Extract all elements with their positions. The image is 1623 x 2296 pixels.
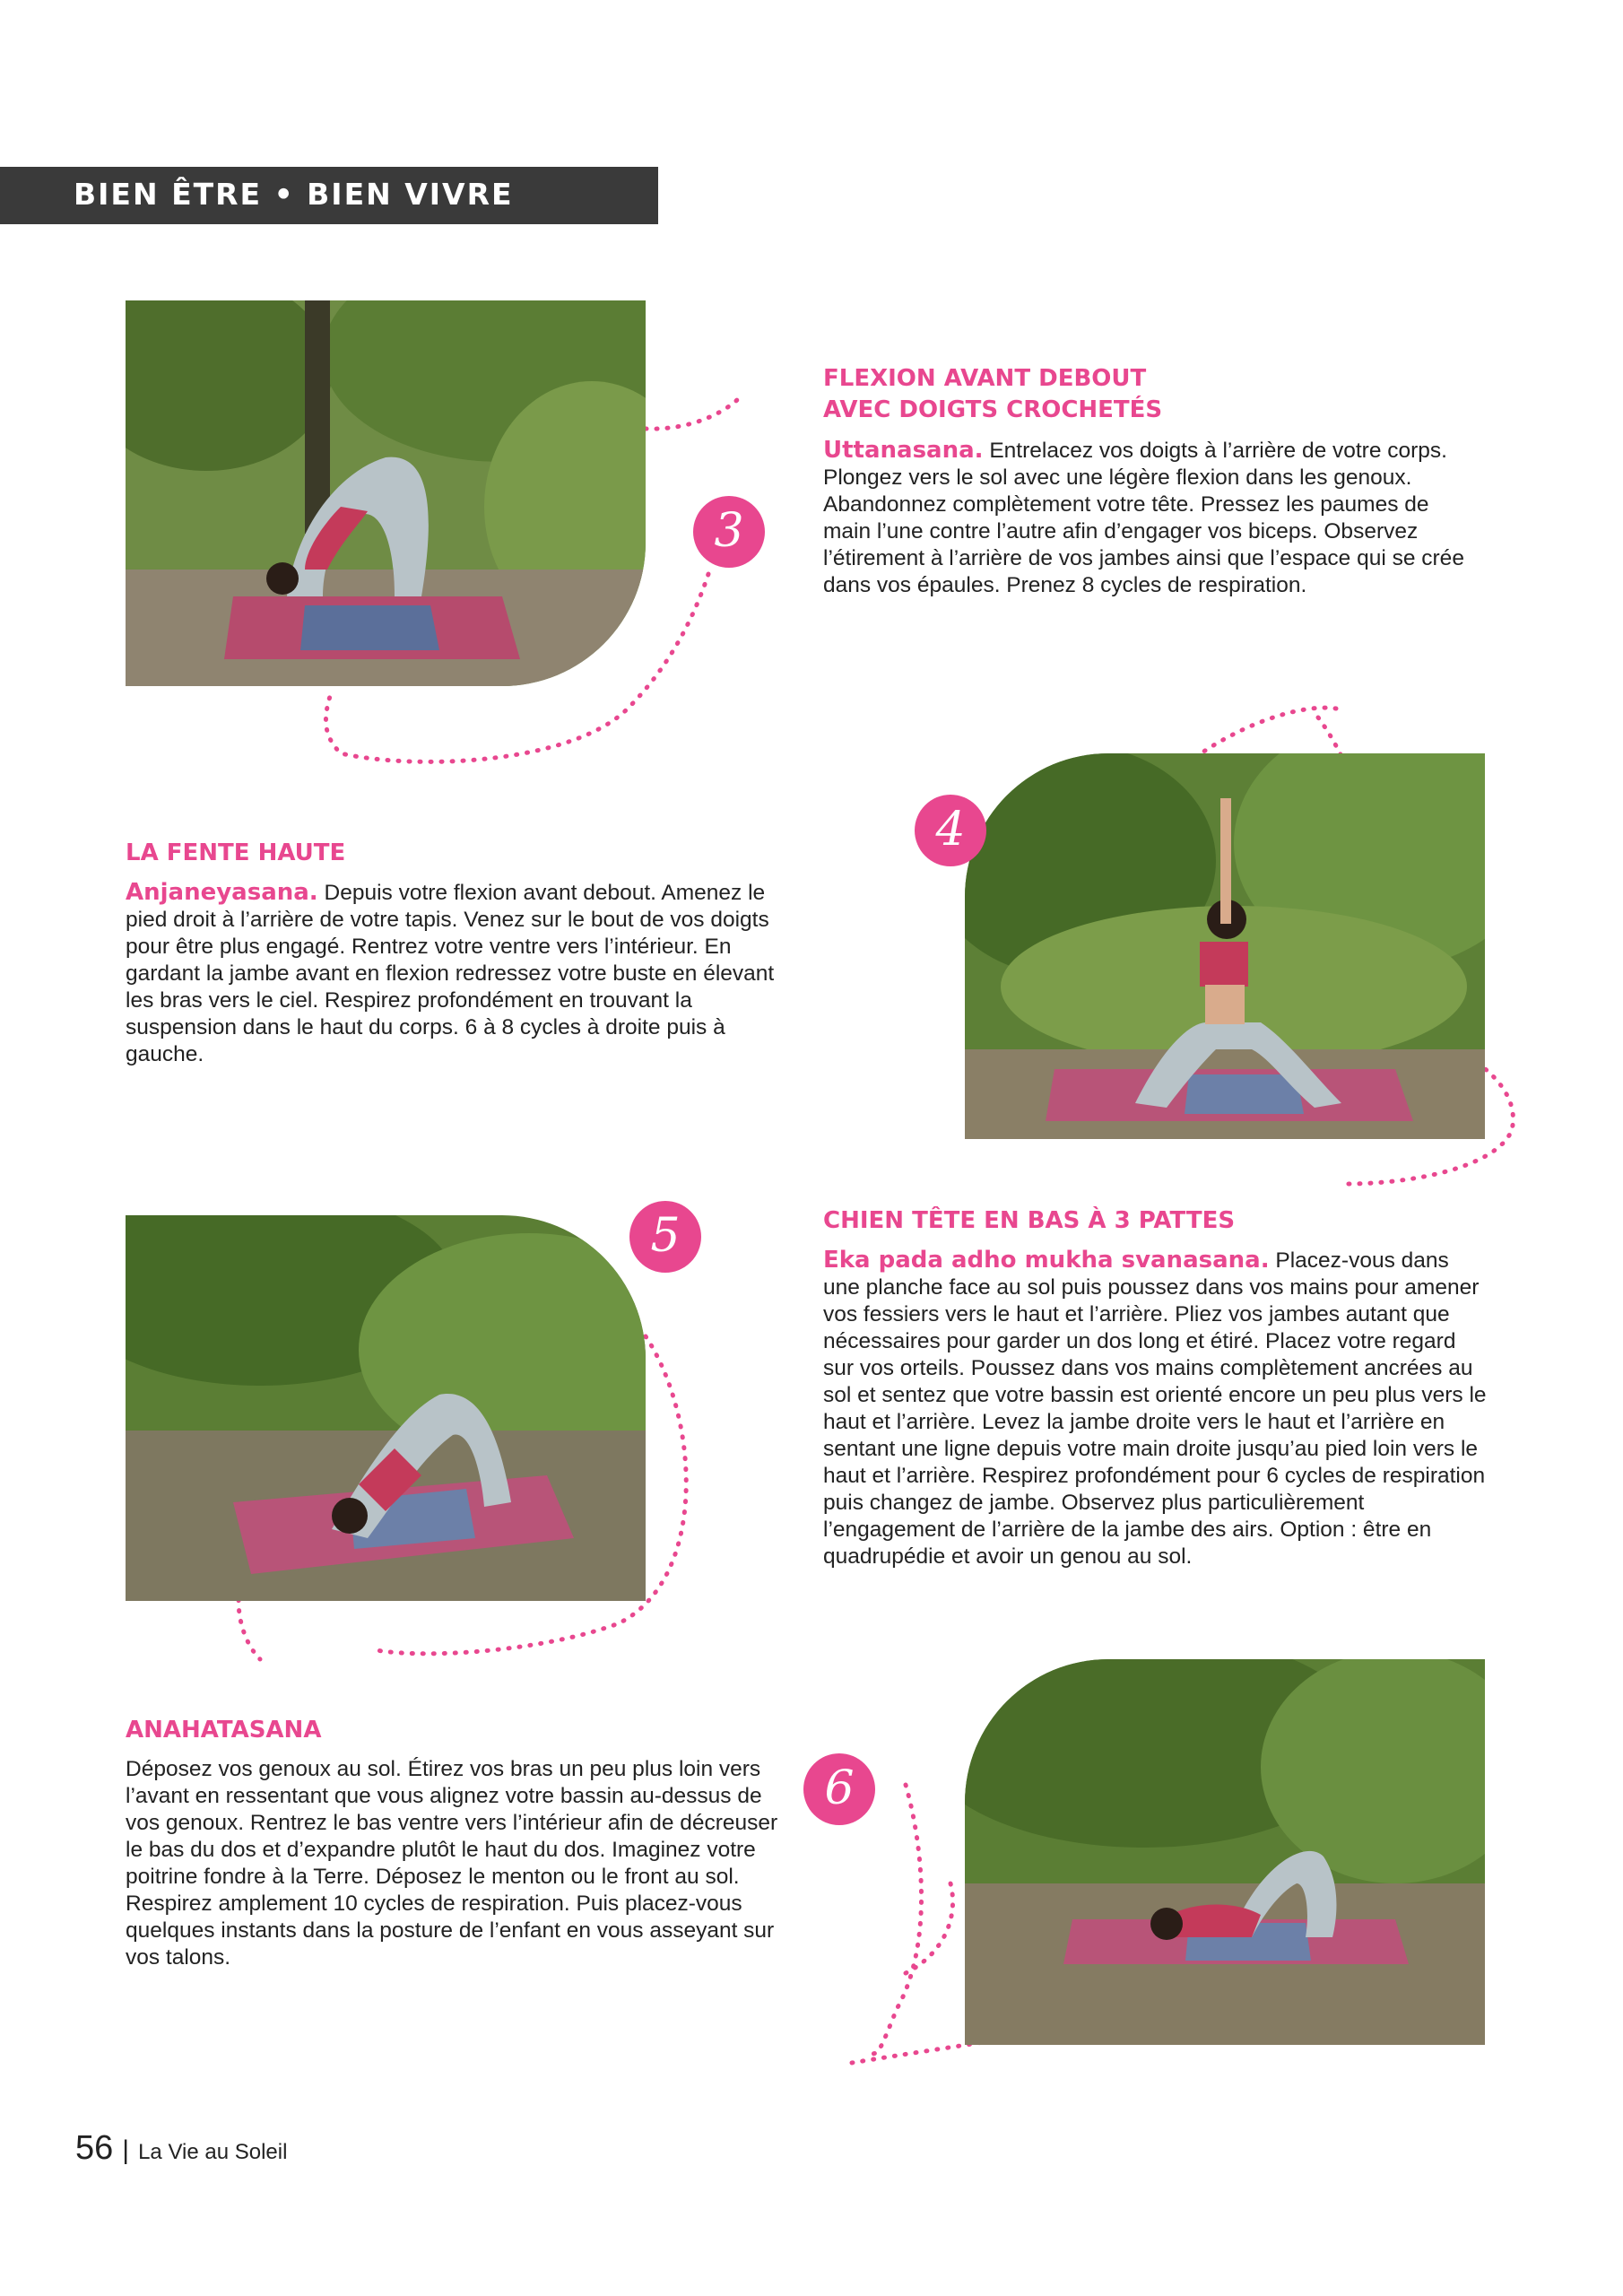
pose-text: Depuis votre flexion avant debout. Amenez le pied droit à l’arrière de votre tapis. Venez sur le bout de vos doigts pour être plus engagé. Rentrez votre ventre vers l’intérieur. En gardant la jambe avant en flexion redressez votre buste en élevant les bras vers le ciel. Respirez profondément en trouvant la suspension dans le haut du corps. 6 à 8 cycles à droite puis à gauche.: [126, 881, 775, 1066]
pose-sanskrit-name: Uttanasana.: [823, 437, 984, 464]
pose-title-line1: FLEXION AVANT DEBOUT: [823, 365, 1147, 392]
pose-description-anjaneyasana: [126, 879, 789, 1068]
pose-photo-anahatasana: [965, 1659, 1485, 2045]
pose-sanskrit-name: Eka pada adho mukha svanasana.: [823, 1247, 1270, 1274]
pose-description-eka-pada: [823, 1247, 1487, 1570]
pose-number-badge-5: 5: [629, 1201, 701, 1273]
pose-title-anjaneyasana: LA FENTE HAUTE: [126, 839, 346, 866]
pose-text: Déposez vos genoux au sol. Étirez vos bras un peu plus loin vers l’avant en ressentant que vous alignez votre bassin au-dessus de vos genoux. Rentrez le bas ventre vers l’intérieur afin de décreuser le bas du dos et d’expandre plutôt le haut du dos. Imaginez votre poitrine fondre à la Terre. Déposez le menton ou le front au sol. Respirez amplement 10 cycles de respiration. Puis placez-vous quelques instants dans la posture de l’enfant en vous asseyant sur vos talons.: [126, 1757, 778, 1970]
pose-number-badge-6: 6: [803, 1753, 875, 1825]
pose-photo-eka-pada-adho-mukha-svanasana: [126, 1215, 646, 1601]
pose-description-uttanasana: [823, 437, 1469, 599]
pose-photo-anjaneyasana: [965, 753, 1485, 1139]
pose-number-badge-3: 3: [693, 496, 765, 568]
pose-title-anahatasana: ANAHATASANA: [126, 1717, 322, 1744]
page-number: 56: [75, 2129, 114, 2167]
magazine-name: La Vie au Soleil: [138, 2140, 288, 2164]
footer-separator: |: [122, 2135, 130, 2165]
pose-title-eka-pada: CHIEN TÊTE EN BAS À 3 PATTES: [823, 1207, 1236, 1234]
pose-text: Entrelacez vos doigts à l’arrière de votre corps. Plongez vers le sol avec une légère flexion dans les genoux. Abandonnez complètement votre tête. Pressez les paumes de main l’une contre l’autre afin d’engager vos biceps. Observez l’étirement à l’arrière de vos jambes ainsi que l’espace qui se crée dans vos épaules. Prenez 8 cycles de respiration.: [823, 439, 1464, 597]
pose-number-badge-4: 4: [915, 795, 986, 866]
pose-description-anahatasana: [126, 1756, 789, 1971]
pose-title-line2: AVEC DOIGTS CROCHETÉS: [823, 396, 1163, 423]
pose-photo-uttanasana: [126, 300, 646, 686]
page-footer: [75, 2129, 287, 2168]
pose-text: Placez-vous dans une planche face au sol puis poussez dans vos mains pour amener vos fessiers vers le haut et l’arrière. Pliez vos jambes autant que nécessaires pour garder un dos long et étiré. Placez votre regard sur vos orteils. Poussez dans vos mains complètement ancrées au sol et sentez que votre bassin est orienté encore un peu plus vers le haut et l’arrière. Levez la jambe droite vers le haut et l’arrière en sentant une ligne depuis votre main droite jusqu’au pied loin vers le haut et l’arrière. Respirez profondément pour 6 cycles de respiration puis changez de jambe. Observez plus particulièrement l’engagement de l’arrière de la jambe des airs. Option : être en quadrupédie et avoir un genou au sol.: [823, 1248, 1487, 1569]
section-header: BIEN ÊTRE • BIEN VIVRE: [74, 177, 514, 212]
pose-title-uttanasana: [823, 363, 1162, 426]
pose-sanskrit-name: Anjaneyasana.: [126, 879, 318, 906]
